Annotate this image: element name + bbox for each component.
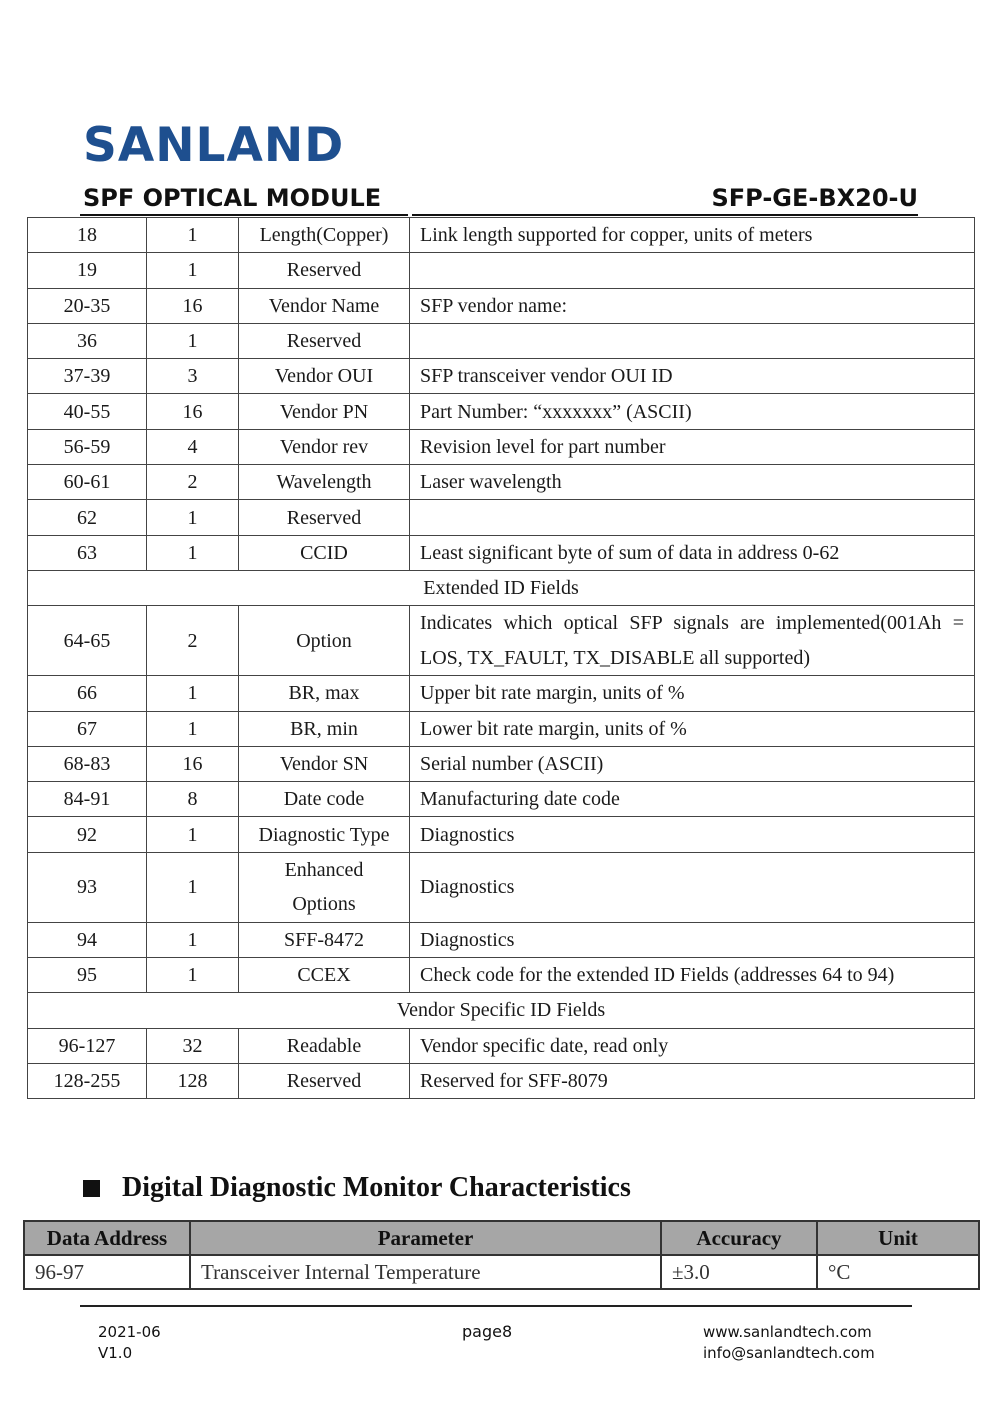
size-cell: 1 <box>147 958 239 993</box>
field-name-cell: Vendor OUI <box>239 359 410 394</box>
ddm-section-title <box>83 1172 631 1204</box>
ddm-address-cell: 96-97 <box>24 1255 190 1289</box>
table-row <box>28 394 975 429</box>
description-cell: Reserved for SFF-8079 <box>410 1063 975 1098</box>
address-cell: 84-91 <box>28 782 147 817</box>
field-name-cell: Vendor SN <box>239 746 410 781</box>
table-row <box>28 746 975 781</box>
section-heading-vendor: Vendor Specific ID Fields <box>28 993 975 1028</box>
field-name-cell: Reserved <box>239 1063 410 1098</box>
section-row <box>28 570 975 605</box>
header-divider-right <box>412 214 918 216</box>
description-cell: Diagnostics <box>410 852 975 922</box>
description-cell: Diagnostics <box>410 817 975 852</box>
field-name-cell: CCID <box>239 535 410 570</box>
table-row <box>28 359 975 394</box>
size-cell: 1 <box>147 852 239 922</box>
eeprom-map-table <box>27 217 975 1099</box>
square-bullet-icon <box>83 1180 100 1197</box>
description-cell: Vendor specific date, read only <box>410 1028 975 1063</box>
field-name-cell: BR, min <box>239 711 410 746</box>
description-cell <box>410 253 975 288</box>
field-name-cell: Reserved <box>239 323 410 358</box>
address-cell: 67 <box>28 711 147 746</box>
address-cell: 66 <box>28 676 147 711</box>
field-name-cell: Option <box>239 606 410 676</box>
address-cell: 94 <box>28 922 147 957</box>
section-row <box>28 993 975 1028</box>
table-row <box>28 711 975 746</box>
column-header: Accuracy <box>661 1221 817 1255</box>
description-cell: Part Number: “xxxxxxx” (ASCII) <box>410 394 975 429</box>
address-cell: 95 <box>28 958 147 993</box>
description-cell: Revision level for part number <box>410 429 975 464</box>
description-cell: Manufacturing date code <box>410 782 975 817</box>
description-cell: Diagnostics <box>410 922 975 957</box>
table-row <box>28 817 975 852</box>
field-name-cell: Vendor rev <box>239 429 410 464</box>
column-header: Parameter <box>190 1221 661 1255</box>
field-name-cell: Vendor PN <box>239 394 410 429</box>
description-cell: SFP transceiver vendor OUI ID <box>410 359 975 394</box>
table-row <box>28 253 975 288</box>
table-row <box>24 1255 979 1289</box>
description-cell: Check code for the extended ID Fields (addresses 64 to 94) <box>410 958 975 993</box>
address-cell: 36 <box>28 323 147 358</box>
table-row <box>28 852 975 922</box>
address-cell: 40-55 <box>28 394 147 429</box>
footer-divider <box>80 1305 912 1307</box>
size-cell: 2 <box>147 465 239 500</box>
table-row <box>28 288 975 323</box>
footer-email-link[interactable]: info@sanlandtech.com <box>703 1344 875 1362</box>
ddm-unit-cell: °C <box>817 1255 979 1289</box>
table-row <box>28 535 975 570</box>
field-name-cell: Reserved <box>239 500 410 535</box>
column-header: Data Address <box>24 1221 190 1255</box>
size-cell: 16 <box>147 746 239 781</box>
table-row <box>28 1028 975 1063</box>
header-divider-left <box>80 214 408 216</box>
table-row <box>28 1063 975 1098</box>
footer-website-link[interactable]: www.sanlandtech.com <box>703 1323 872 1341</box>
table-row <box>28 500 975 535</box>
field-name-cell: SFF-8472 <box>239 922 410 957</box>
description-cell: Laser wavelength <box>410 465 975 500</box>
address-cell: 68-83 <box>28 746 147 781</box>
description-cell: SFP vendor name: <box>410 288 975 323</box>
document-title: SPF OPTICAL MODULE <box>83 184 382 212</box>
description-cell <box>410 500 975 535</box>
field-name-cell: Readable <box>239 1028 410 1063</box>
description-cell: Indicates which optical SFP signals are implemented(001Ah = LOS, TX_FAULT, TX_DISABLE all supported) <box>410 606 975 676</box>
field-name-cell: BR, max <box>239 676 410 711</box>
footer-version: V1.0 <box>98 1344 133 1362</box>
address-cell: 20-35 <box>28 288 147 323</box>
size-cell: 4 <box>147 429 239 464</box>
table-row <box>28 465 975 500</box>
address-cell: 60-61 <box>28 465 147 500</box>
size-cell: 1 <box>147 535 239 570</box>
field-name-cell: Date code <box>239 782 410 817</box>
table-row <box>28 606 975 676</box>
table-row <box>28 676 975 711</box>
size-cell: 2 <box>147 606 239 676</box>
table-row <box>28 922 975 957</box>
size-cell: 8 <box>147 782 239 817</box>
description-cell: Serial number (ASCII) <box>410 746 975 781</box>
size-cell: 32 <box>147 1028 239 1063</box>
address-cell: 62 <box>28 500 147 535</box>
section-heading-extended: Extended ID Fields <box>28 570 975 605</box>
description-cell: Upper bit rate margin, units of % <box>410 676 975 711</box>
table-row <box>28 782 975 817</box>
size-cell: 16 <box>147 288 239 323</box>
size-cell: 1 <box>147 323 239 358</box>
table-row <box>28 218 975 253</box>
size-cell: 128 <box>147 1063 239 1098</box>
ddm-title-text: Digital Diagnostic Monitor Characteristics <box>122 1172 631 1203</box>
size-cell: 3 <box>147 359 239 394</box>
table-row <box>28 958 975 993</box>
size-cell: 1 <box>147 218 239 253</box>
address-cell: 18 <box>28 218 147 253</box>
address-cell: 63 <box>28 535 147 570</box>
field-name-cell: Length(Copper) <box>239 218 410 253</box>
address-cell: 56-59 <box>28 429 147 464</box>
footer-date: 2021-06 <box>98 1323 161 1341</box>
address-cell: 92 <box>28 817 147 852</box>
size-cell: 1 <box>147 817 239 852</box>
field-name-cell: Diagnostic Type <box>239 817 410 852</box>
description-cell <box>410 323 975 358</box>
size-cell: 16 <box>147 394 239 429</box>
field-name-cell: Vendor Name <box>239 288 410 323</box>
table-row <box>28 323 975 358</box>
ddm-parameter-cell: Transceiver Internal Temperature <box>190 1255 661 1289</box>
size-cell: 1 <box>147 676 239 711</box>
description-cell: Least significant byte of sum of data in address 0-62 <box>410 535 975 570</box>
description-cell: Link length supported for copper, units of meters <box>410 218 975 253</box>
ddm-header-row <box>24 1221 979 1255</box>
size-cell: 1 <box>147 711 239 746</box>
size-cell: 1 <box>147 500 239 535</box>
size-cell: 1 <box>147 922 239 957</box>
address-cell: 96-127 <box>28 1028 147 1063</box>
description-cell: Lower bit rate margin, units of % <box>410 711 975 746</box>
field-name-cell: Reserved <box>239 253 410 288</box>
address-cell: 93 <box>28 852 147 922</box>
field-name-cell: CCEX <box>239 958 410 993</box>
company-logo: SANLAND <box>83 118 345 173</box>
ddm-table <box>23 1220 980 1290</box>
size-cell: 1 <box>147 253 239 288</box>
address-cell: 19 <box>28 253 147 288</box>
part-number: SFP-GE-BX20-U <box>711 184 918 212</box>
ddm-accuracy-cell: ±3.0 <box>661 1255 817 1289</box>
field-name-cell: Enhanced Options <box>239 852 410 922</box>
address-cell: 37-39 <box>28 359 147 394</box>
address-cell: 64-65 <box>28 606 147 676</box>
footer-page-number: page8 <box>462 1322 513 1341</box>
table-row <box>28 429 975 464</box>
field-name-cell: Wavelength <box>239 465 410 500</box>
address-cell: 128-255 <box>28 1063 147 1098</box>
column-header: Unit <box>817 1221 979 1255</box>
